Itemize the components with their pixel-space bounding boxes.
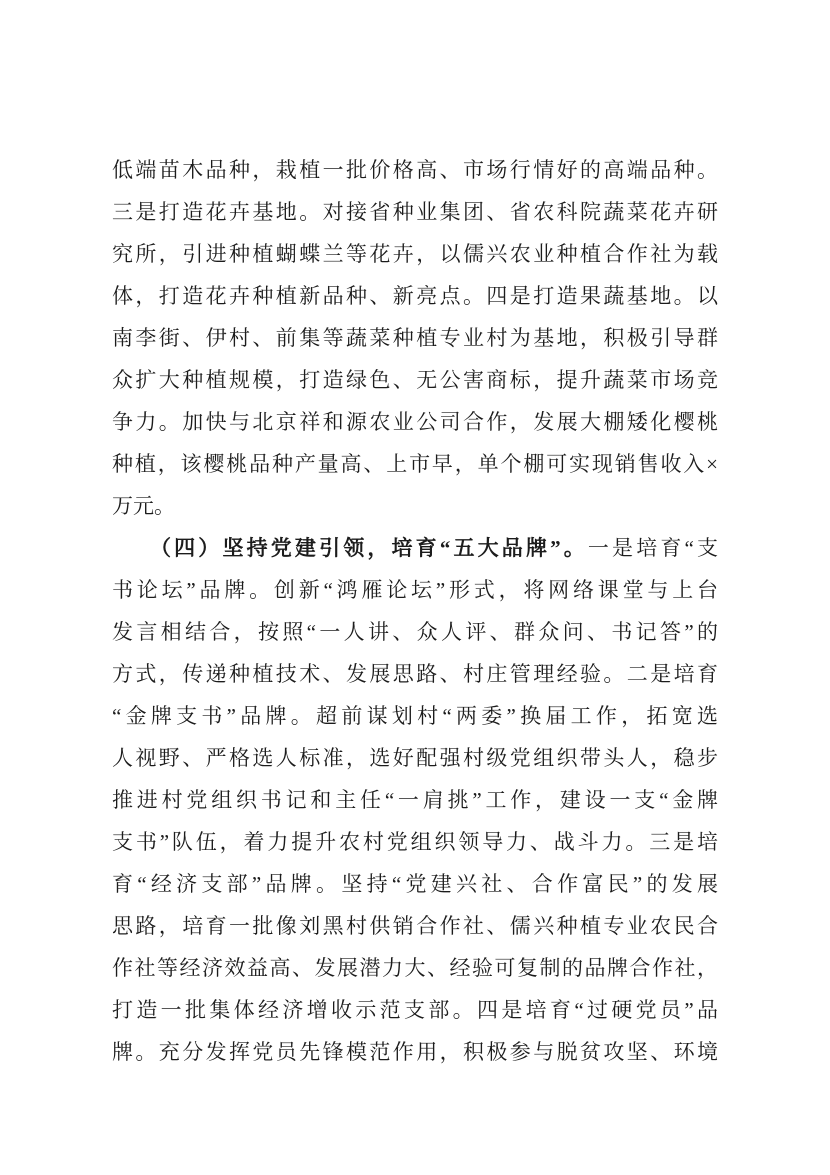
text-line: 南李街、伊村、前集等蔬菜种植专业村为基地，积极引导群: [112, 326, 718, 350]
text-line: 种植，该樱桃品种产量高、上市早，单个棚可实现销售收入×: [112, 452, 718, 476]
text-line: 育“经济支部”品牌。坚持“党建兴社、合作富民”的发展: [112, 872, 718, 896]
text-line: 三是打造花卉基地。对接省种业集团、省农科院蔬菜花卉研: [112, 200, 718, 224]
text-line: 思路，培育一批像刘黑村供销合作社、儒兴种植专业农民合: [112, 914, 718, 938]
text-line: 书论坛”品牌。创新“鸿雁论坛”形式，将网络课堂与上台: [112, 578, 718, 602]
text-line: 低端苗木品种，栽植一批价格高、市场行情好的高端品种。: [112, 158, 718, 182]
text-line: 万元。: [112, 494, 175, 518]
text-line: 作社等经济效益高、发展潜力大、经验可复制的品牌合作社，: [112, 956, 718, 980]
section-heading: （四）坚持党建引领，培育“五大品牌”。: [150, 536, 588, 560]
body-text: [112, 149, 718, 1073]
text-line: 推进村党组织书记和主任“一肩挑”工作，建设一支“金牌: [112, 788, 718, 812]
text-line: 究所，引进种植蝴蝶兰等花卉，以儒兴农业种植合作社为载: [112, 242, 718, 266]
paragraph-1: [112, 149, 718, 527]
text-run: 一是培育“支: [587, 536, 718, 560]
paragraph-2: [112, 527, 718, 1073]
text-line: 支书”队伍，着力提升农村党组织领导力、战斗力。三是培: [112, 830, 718, 854]
text-line: 众扩大种植规模，打造绿色、无公害商标，提升蔬菜市场竞: [112, 368, 718, 392]
text-line: [112, 527, 718, 569]
text-line: 发言相结合，按照“一人讲、众人评、群众问、书记答”的: [112, 620, 718, 644]
text-line: 牌。充分发挥党员先锋模范作用，积极参与脱贫攻坚、环境: [112, 1040, 718, 1064]
text-line: 人视野、严格选人标准，选好配强村级党组织带头人，稳步: [112, 746, 718, 770]
text-line: 争力。加快与北京祥和源农业公司合作，发展大棚矮化樱桃: [112, 410, 718, 434]
text-line: 打造一批集体经济增收示范支部。四是培育“过硬党员”品: [112, 998, 718, 1022]
text-line: “金牌支书”品牌。超前谋划村“两委”换届工作，拓宽选: [112, 704, 718, 728]
text-line: 体，打造花卉种植新品种、新亮点。四是打造果蔬基地。以: [112, 284, 718, 308]
text-line: 方式，传递种植技术、发展思路、村庄管理经验。二是培育: [112, 662, 718, 686]
